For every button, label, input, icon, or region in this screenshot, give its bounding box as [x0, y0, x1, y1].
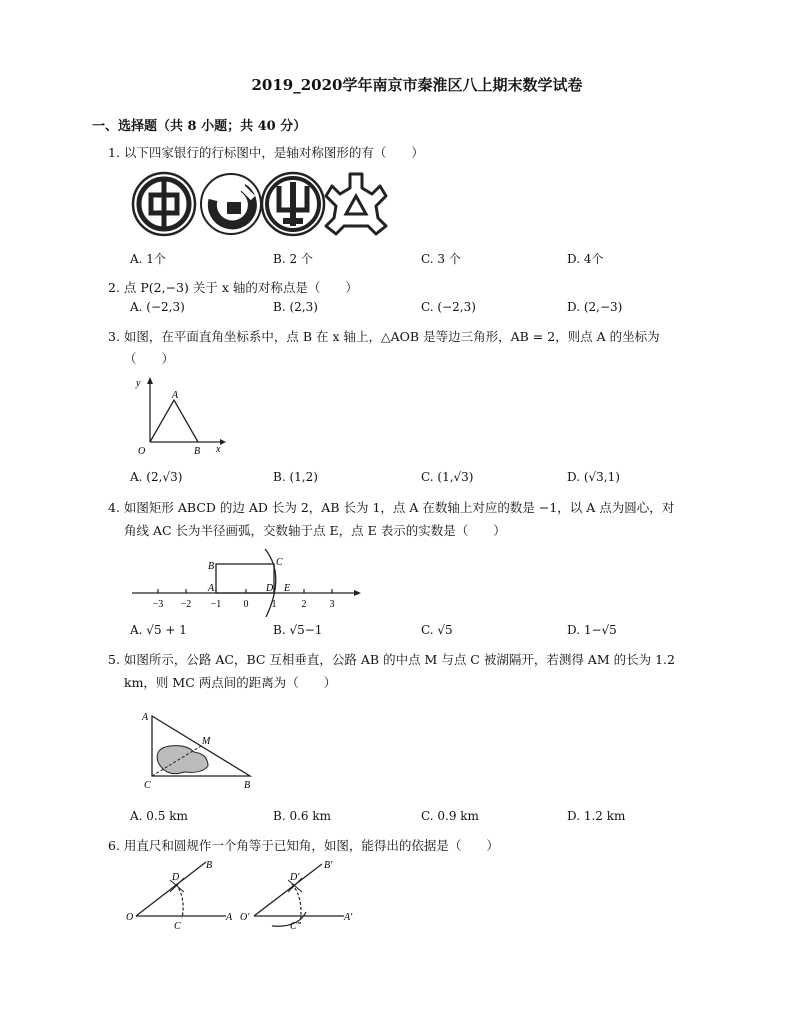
q5-option-a: A. 0.5 km [130, 809, 188, 823]
q2-option-a: A. (−2,3) [130, 300, 185, 314]
q5-option-d: D. 1.2 km [567, 809, 626, 823]
q6-angle-construction-figure [122, 856, 362, 932]
q5-label-a: A [142, 712, 149, 723]
q5-label-m: M [202, 736, 211, 747]
q1-option-c: C. 3 个 [421, 252, 461, 266]
q6-label-c: C [174, 921, 181, 932]
q5-option-c: C. 0.9 km [421, 809, 479, 823]
q4-option-c: C. √5 [421, 623, 453, 637]
bank-logo-2 [201, 174, 261, 234]
q3-label-a: A [172, 390, 179, 401]
bank-logo-1 [133, 173, 195, 235]
question-5-text-line2: km，则 MC 两点间的距离为（ ） [124, 675, 337, 690]
q6-label-a: A [226, 912, 233, 923]
q6-label-c-prime: C′ [290, 921, 299, 932]
question-1-text: 1. 以下四家银行的行标图中，是轴对称图形的有（ ） [108, 145, 424, 160]
bank-logo-4 [326, 174, 386, 234]
q4-option-d: D. 1−√5 [567, 623, 617, 637]
q3-label-o: O [138, 446, 146, 457]
q3-label-x: x [216, 444, 221, 455]
q3-option-a: A. (2,√3) [130, 470, 183, 484]
q5-label-c: C [144, 780, 151, 791]
q4-label-c: C [276, 557, 283, 568]
q1-option-d: D. 4个 [567, 252, 604, 266]
bank-logo-3 [262, 173, 324, 235]
q3-label-b: B [194, 446, 201, 457]
question-4-text-line2: 角线 AC 长为半径画弧，交数轴于点 E，点 E 表示的实数是（ ） [124, 523, 506, 538]
q4-option-a: A. √5 + 1 [130, 623, 187, 637]
q3-option-d: D. (√3,1) [567, 470, 620, 484]
q1-option-a: A. 1个 [130, 252, 166, 266]
q4-label-d: D [266, 583, 274, 594]
q6-label-b-prime: B′ [324, 860, 333, 871]
q1-option-b: B. 2 个 [273, 252, 313, 266]
q4-tick-label: −1 [210, 599, 222, 610]
section-heading: 一、选择题（共 8 小题；共 40 分） [92, 119, 307, 134]
q3-option-b: B. (1,2) [273, 470, 318, 484]
q2-option-c: C. (−2,3) [421, 300, 476, 314]
q3-coordinate-figure [128, 372, 228, 458]
q4-tick-label: 2 [301, 599, 307, 610]
q4-number-line-figure [128, 545, 368, 617]
q4-label-a: A [208, 583, 215, 594]
q4-tick-label: −2 [180, 599, 192, 610]
q4-tick-label: 3 [329, 599, 335, 610]
page-title: 2019_2020学年南京市秦淮区八上期末数学试卷 [251, 76, 583, 94]
q5-label-b: B [244, 780, 251, 791]
q4-label-e: E [284, 583, 291, 594]
q6-label-b: B [206, 860, 213, 871]
q4-option-b: B. √5−1 [273, 623, 323, 637]
q4-tick-label: 1 [271, 599, 277, 610]
q6-label-d-prime: D′ [290, 872, 300, 883]
question-3-text-line1: 3. 如图，在平面直角坐标系中，点 B 在 x 轴上，△AOB 是等边三角形，AB = 2，则点 A 的坐标为 [108, 329, 660, 344]
q3-option-c: C. (1,√3) [421, 470, 474, 484]
question-4-text-line1: 4. 如图矩形 ABCD 的边 AD 长为 2，AB 长为 1，点 A 在数轴上对应的数是 −1，以 A 点为圆心，对 [108, 500, 675, 515]
q6-label-o: O [126, 912, 134, 923]
q4-label-b: B [208, 561, 215, 572]
q6-label-o-prime: O′ [240, 912, 250, 923]
q2-option-d: D. (2,−3) [567, 300, 623, 314]
question-5-text-line1: 5. 如图所示，公路 AC，BC 互相垂直，公路 AB 的中点 M 与点 C 被湖隔开，若测得 AM 的长为 1.2 [108, 652, 675, 667]
question-2-text: 2. 点 P(2,−3) 关于 x 轴的对称点是（ ） [108, 280, 358, 295]
q4-tick-label: 0 [243, 599, 249, 610]
question-6-text: 6. 用直尺和圆规作一个角等于已知角，如图，能得出的依据是（ ） [108, 838, 499, 853]
q6-label-a-prime: A′ [344, 912, 353, 923]
bank-logos-figure [128, 168, 398, 240]
q5-lake-figure [136, 702, 266, 794]
question-3-text-line2: （ ） [124, 351, 175, 366]
q4-tick-label: −3 [152, 599, 164, 610]
q6-label-d: D [172, 872, 180, 883]
q5-option-b: B. 0.6 km [273, 809, 331, 823]
q2-option-b: B. (2,3) [273, 300, 318, 314]
q3-label-y: y [136, 378, 141, 389]
